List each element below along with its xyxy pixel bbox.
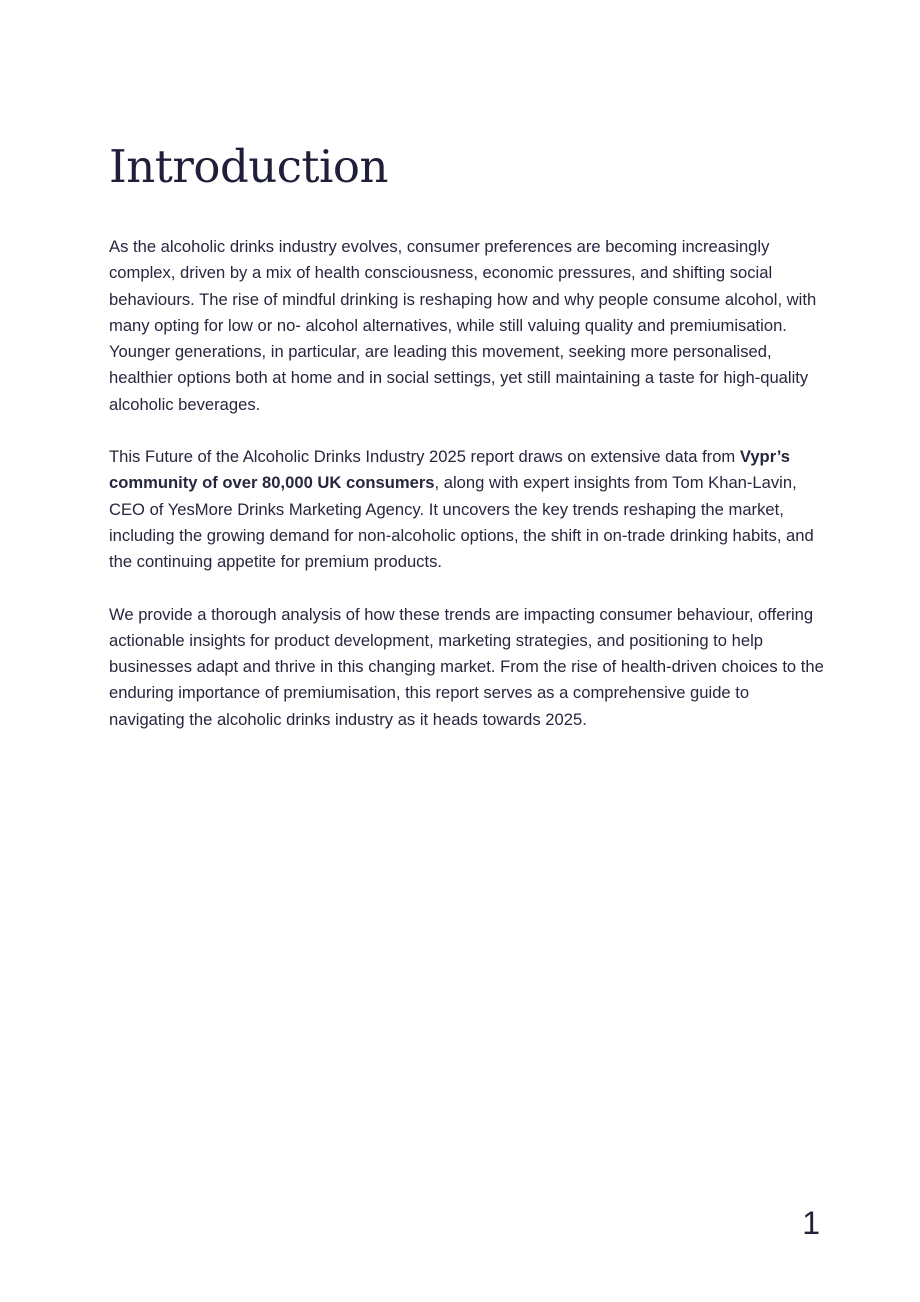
paragraph-3: We provide a thorough analysis of how these trends are impacting consumer behaviour, offering actionable insights for product development, marketing strategies, and positioning to help businesses adapt and thrive in this changing market. From the rise of health-driven choices to the enduring importance of premiumisation, this report serves as a comprehensive guide to navigating the alcoholic drinks industry as it heads towards 2025. xyxy=(109,604,824,729)
page-title: Introduction xyxy=(109,140,388,193)
paragraph-2-intro: This Future of the Alcoholic Drinks Industry 2025 report draws on extensive data from xyxy=(109,447,740,467)
paragraph-2 xyxy=(109,444,825,575)
paragraph-2-highlight: Vypr’s community of over 80,000 UK consumers xyxy=(109,447,790,493)
page-number: 1 xyxy=(802,1205,820,1241)
body-text xyxy=(109,234,825,759)
paragraph-1: As the alcoholic drinks industry evolves, consumer preferences are becoming increasingly complex, driven by a mix of health consciousness, economic pressures, and shifting social behaviours. The rise of mindful drinking is reshaping how and why people consume alcohol, with many opting for low or no- alcohol alternatives, while still valuing quality and premiumisation. Younger generations, in particular, are leading this movement, seeking more personalised, healthier options both at home and in social settings, yet still maintaining a taste for high-quality alcoholic beverages. xyxy=(109,237,817,414)
paragraph-2-rest: , along with expert insights from Tom Khan-Lavin, CEO of YesMore Drinks Marketing Agency. It uncovers the key trends reshaping the market, including the growing demand for non-alcoholic options, the shift in on-trade drinking habits, and the continuing appetite for premium products. xyxy=(109,473,814,572)
